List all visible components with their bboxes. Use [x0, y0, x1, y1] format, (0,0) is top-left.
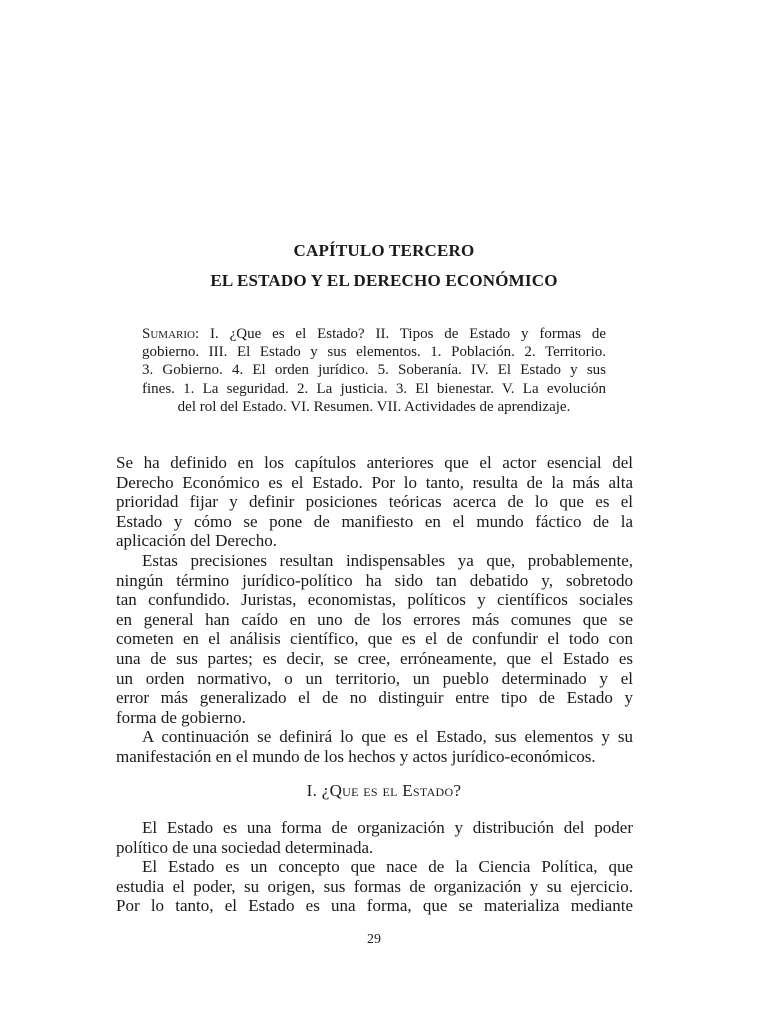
- text-line: error más generalizado el de no distinguir entre tipo de Estado y: [116, 688, 633, 708]
- page-number: 29: [367, 932, 381, 947]
- text-line: Derecho Económico es el Estado. Por lo tanto, resulta de la más alta: [116, 472, 633, 492]
- text-line: político de una sociedad determinada.: [116, 837, 374, 857]
- summary-line: fines. 1. La seguridad. 2. La justicia. 3. El bienestar. V. La evolución: [142, 380, 606, 397]
- text-line: A continuación se definirá lo que es el Estado, sus elementos y su: [142, 727, 633, 747]
- summary-lead: Sumario:: [142, 326, 200, 342]
- chapter-label: CAPÍTULO TERCERO: [293, 241, 475, 260]
- text-line: en general han caído en uno de los errores más comunes que se: [116, 609, 633, 629]
- chapter-summary: [142, 325, 606, 416]
- text-line: El Estado es un concepto que nace de la Ciencia Política, que: [142, 857, 633, 877]
- text-line: estudia el poder, su origen, sus formas de organización y su ejercicio.: [116, 876, 633, 896]
- summary-line: 3. Gobierno. 4. El orden jurídico. 5. Soberanía. IV. El Estado y sus: [142, 362, 606, 379]
- text-line: una de sus partes; es decir, se cree, erróneamente, que el Estado es: [116, 648, 633, 668]
- text-line: un orden normativo, o un territorio, un pueblo determinado y el: [116, 668, 633, 688]
- section-heading: I. ¿Que es el Estado?: [306, 781, 462, 800]
- summary-line: del rol del Estado. VI. Resumen. VII. Actividades de aprendizaje.: [177, 398, 571, 415]
- text-line: prioridad fijar y definir posiciones teóricas acerca de lo que es el: [116, 492, 633, 512]
- text-line: Estado y cómo se pone de manifiesto en el mundo fáctico de la: [116, 511, 633, 531]
- intro-paragraphs: [116, 453, 633, 767]
- text-line: tan confundido. Juristas, economistas, políticos y científicos sociales: [116, 590, 633, 610]
- section-paragraphs: [116, 818, 633, 916]
- text-line: aplicación del Derecho.: [116, 531, 277, 551]
- text-line: El Estado es una forma de organización y distribución del poder: [142, 818, 633, 837]
- text-line: Se ha definido en los capítulos anteriores que el actor esencial del: [116, 453, 633, 472]
- text-line: Por lo tanto, el Estado es una forma, que se materializa mediante: [116, 896, 633, 916]
- text-line: forma de gobierno.: [116, 707, 246, 727]
- summary-line: Sumario: I. ¿Que es el Estado? II. Tipos de Estado y formas de: [142, 326, 606, 342]
- text-line: Estas precisiones resultan indispensables ya que, probablemente,: [142, 550, 633, 570]
- text-line: cometen en el análisis científico, que es el de confundir el todo con: [116, 629, 633, 649]
- chapter-title: EL ESTADO Y EL DERECHO ECONÓMICO: [210, 271, 558, 290]
- text-line: ningún término jurídico-político ha sido tan debatido y, sobretodo: [116, 570, 633, 590]
- text-line: manifestación en el mundo de los hechos y actos jurídico-económicos.: [116, 746, 596, 766]
- summary-line: gobierno. III. El Estado y sus elementos. 1. Población. 2. Territorio.: [142, 344, 606, 361]
